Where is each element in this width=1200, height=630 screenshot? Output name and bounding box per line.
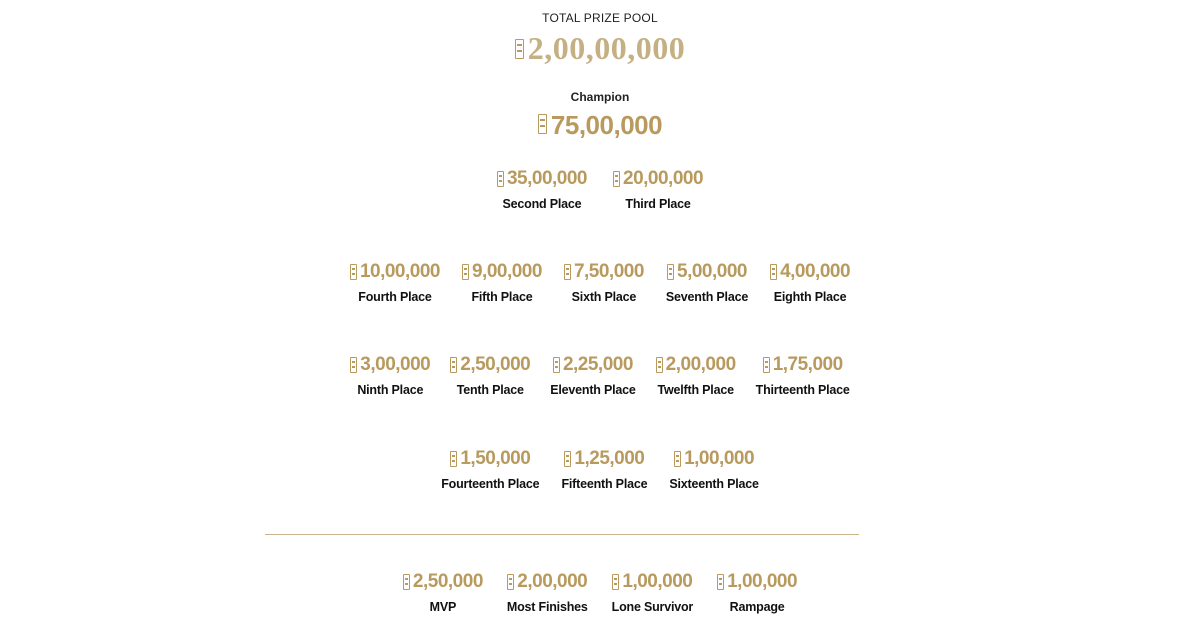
award-label: MVP (429, 600, 457, 614)
rupee-coin-icon (497, 171, 504, 187)
prize-fourth-place (350, 261, 440, 304)
rupee-coin-icon (403, 574, 410, 590)
rupee-coin-icon (350, 357, 357, 373)
prize-amount: 35,00,000 (506, 168, 587, 189)
rupee-coin-icon (674, 451, 681, 467)
prize-amount: 1,75,000 (772, 354, 843, 375)
prize-label: Sixteenth Place (669, 477, 759, 491)
prize-eighth-place (770, 261, 850, 304)
rupee-coin-icon (564, 264, 571, 280)
award-amount: 2,00,000 (517, 571, 588, 592)
prize-amount: 2,00,000 (665, 354, 736, 375)
rupee-coin-icon (462, 264, 469, 280)
prize-label: Fourteenth Place (441, 477, 540, 491)
rupee-coin-icon (612, 574, 619, 590)
rupee-coin-icon (667, 264, 674, 280)
prize-sixteenth-place (669, 448, 758, 491)
prize-row-14-16 (0, 448, 1200, 491)
prize-label: Thirteenth Place (755, 383, 850, 397)
prize-amount: 10,00,000 (359, 261, 440, 282)
award-label: Rampage (729, 600, 785, 614)
prize-label: Second Place (502, 197, 582, 211)
prize-sixth-place (564, 261, 644, 304)
prize-label: Fifteenth Place (561, 477, 648, 491)
special-awards-row (0, 571, 1200, 614)
podium-row (0, 168, 1200, 211)
award-mvp (403, 571, 483, 614)
prize-amount: 2,50,000 (460, 354, 531, 375)
award-label: Most Finishes (506, 600, 588, 614)
prize-thirteenth-place (756, 354, 850, 397)
total-prize-pool-amount (0, 30, 1200, 67)
rupee-coin-icon (564, 451, 571, 467)
award-lone-survivor (612, 571, 693, 614)
prize-ninth-place (350, 354, 430, 397)
award-amount: 2,50,000 (412, 571, 483, 592)
prize-amount: 1,50,000 (460, 448, 531, 469)
rupee-coin-icon (507, 574, 514, 590)
total-prize-pool-label: TOTAL PRIZE POOL (542, 11, 658, 25)
prize-amount: 3,00,000 (360, 354, 431, 375)
prize-amount: 4,00,000 (780, 261, 851, 282)
prize-label: Eighth Place (773, 290, 847, 304)
section-divider (265, 534, 859, 535)
rupee-coin-icon (613, 171, 620, 187)
prize-fourteenth-place (441, 448, 539, 491)
prize-label: Fourth Place (358, 290, 432, 304)
prize-row-9-13 (0, 354, 1200, 397)
rupee-coin-icon (770, 264, 777, 280)
rupee-coin-icon (763, 357, 770, 373)
award-amount: 1,00,000 (622, 571, 693, 592)
prize-label: Fifth Place (471, 290, 533, 304)
rupee-coin-icon (538, 114, 547, 134)
prize-amount: 20,00,000 (623, 168, 704, 189)
prize-third-place (613, 168, 703, 211)
total-prize-pool-value: 2,00,00,000 (527, 30, 686, 66)
prize-fifteenth-place (561, 448, 647, 491)
rupee-coin-icon (717, 574, 724, 590)
prize-label: Seventh Place (665, 290, 749, 304)
prize-amount: 1,25,000 (574, 448, 645, 469)
prize-label: Twelfth Place (657, 383, 734, 397)
prize-label: Tenth Place (456, 383, 524, 397)
rupee-coin-icon (656, 357, 663, 373)
prize-amount: 7,50,000 (573, 261, 644, 282)
prize-label: Eleventh Place (550, 383, 636, 397)
prize-second-place (497, 168, 587, 211)
award-label: Lone Survivor (611, 600, 694, 614)
prize-eleventh-place (550, 354, 635, 397)
rupee-coin-icon (515, 39, 524, 59)
rupee-coin-icon (450, 451, 457, 467)
prize-amount: 2,25,000 (562, 354, 633, 375)
award-rampage (717, 571, 797, 614)
rupee-coin-icon (553, 357, 560, 373)
prize-tenth-place (450, 354, 530, 397)
award-amount: 1,00,000 (727, 571, 798, 592)
prize-amount: 5,00,000 (677, 261, 747, 282)
prize-amount: 1,00,000 (684, 448, 755, 469)
prize-amount: 9,00,000 (471, 261, 542, 282)
champion-amount (0, 110, 1200, 141)
prize-twelfth-place (656, 354, 736, 397)
prize-fifth-place (462, 261, 542, 304)
prize-seventh-place (666, 261, 748, 304)
champion-value: 75,00,000 (550, 110, 663, 140)
rupee-coin-icon (350, 264, 357, 280)
prize-row-4-8 (0, 261, 1200, 304)
prize-label: Ninth Place (357, 383, 424, 397)
rupee-coin-icon (450, 357, 457, 373)
prize-label: Sixth Place (571, 290, 637, 304)
award-most-finishes (507, 571, 588, 614)
champion-label: Champion (570, 90, 630, 104)
prize-label: Third Place (625, 197, 691, 211)
